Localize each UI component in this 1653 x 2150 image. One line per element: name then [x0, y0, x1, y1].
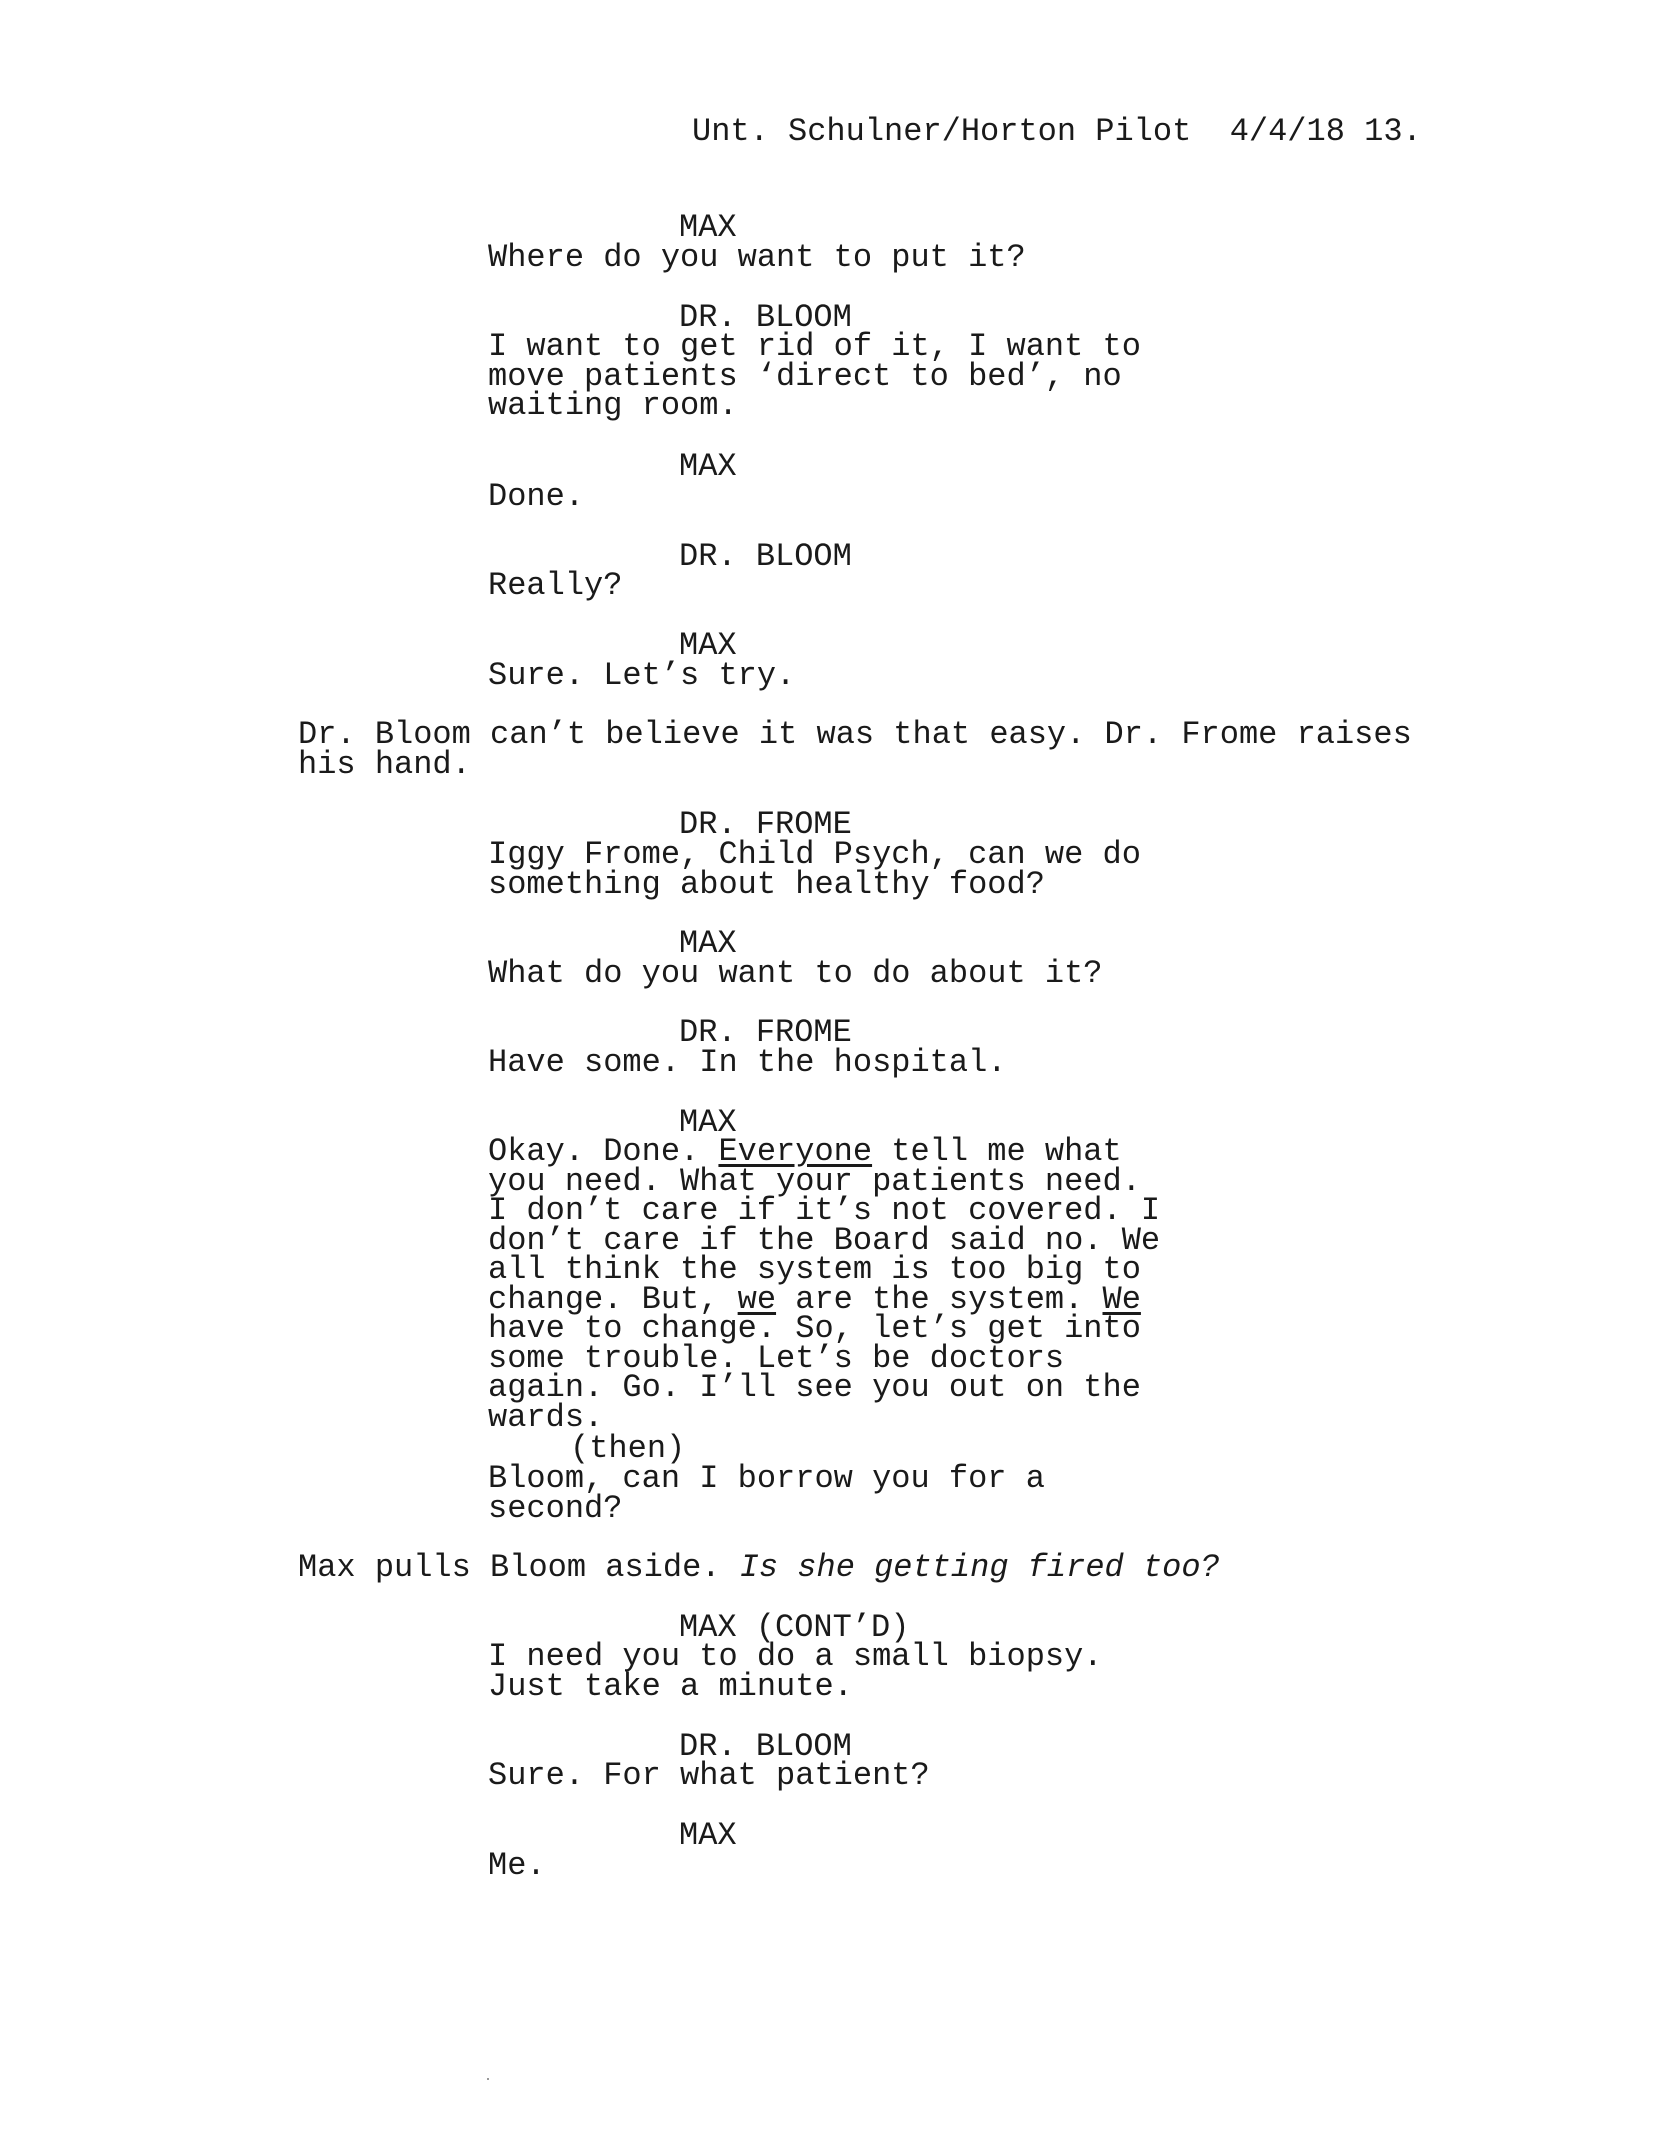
dialogue: What do you want to do about it?	[488, 955, 1103, 992]
character-name: MAX	[679, 925, 737, 962]
dialogue: Bloom, can I borrow you for a second?	[488, 1460, 1045, 1527]
character-name: MAX	[679, 1104, 737, 1141]
dialogue: Done.	[488, 478, 585, 515]
character-name: MAX	[679, 1817, 737, 1854]
dialogue: Sure. For what patient?	[488, 1757, 930, 1794]
action-italic: Is she getting fired too?	[739, 1549, 1220, 1586]
dialogue: Where do you want to put it?	[488, 239, 1026, 276]
character-name: MAX	[679, 627, 737, 664]
dialogue: Me.	[488, 1847, 546, 1884]
character-name: MAX	[679, 448, 737, 485]
parenthetical: (then)	[570, 1430, 686, 1467]
character-name: MAX (CONT’D)	[679, 1609, 910, 1646]
character-name: DR. BLOOM	[679, 299, 852, 336]
dialogue-text: are the system.	[776, 1280, 1103, 1318]
page-header: Unt. Schulner/Horton Pilot 4/4/18 13.	[692, 113, 1422, 150]
dialogue-text: tell me what	[872, 1133, 1122, 1170]
dialogue: I want to get rid of it, I want to move patients ‘direct to bed’, no waiting room.	[488, 328, 1141, 424]
action-line	[298, 1549, 1220, 1586]
dialogue-text: you need. What your patients need. I don’t care if it’s not covered. I don’t care if the Board said no. We all think the system is too big to change. But,	[488, 1162, 1161, 1318]
action-text: Max pulls Bloom aside.	[298, 1549, 740, 1586]
underlined-word: we	[737, 1280, 777, 1318]
dialogue-text: Okay. Done.	[488, 1133, 719, 1170]
action-line: Dr. Bloom can’t believe it was that easy. Dr. Frome raises his hand.	[298, 716, 1412, 783]
character-name: DR. FROME	[679, 806, 852, 843]
dialogue: Iggy Frome, Child Psych, can we do something about healthy food?	[488, 836, 1141, 903]
dialogue: I need you to do a small biopsy. Just take a minute.	[488, 1638, 1103, 1705]
dialogue: Sure. Let’s try.	[488, 657, 796, 694]
dialogue: Really?	[488, 567, 623, 604]
underlined-word: Everyone	[718, 1133, 873, 1170]
character-name: DR. BLOOM	[679, 1728, 852, 1765]
scan-speck	[487, 2078, 489, 2080]
character-name: MAX	[679, 209, 737, 246]
underlined-word: We	[1102, 1280, 1141, 1318]
dialogue: Have some. In the hospital.	[488, 1044, 1007, 1081]
character-name: DR. FROME	[679, 1014, 852, 1051]
dialogue-text: have to change. So, let’s get into some trouble. Let’s be doctors again. Go. I’ll see you out on the wards.	[488, 1310, 1141, 1436]
character-name: DR. BLOOM	[679, 538, 852, 575]
dialogue-speech	[488, 1133, 1161, 1436]
